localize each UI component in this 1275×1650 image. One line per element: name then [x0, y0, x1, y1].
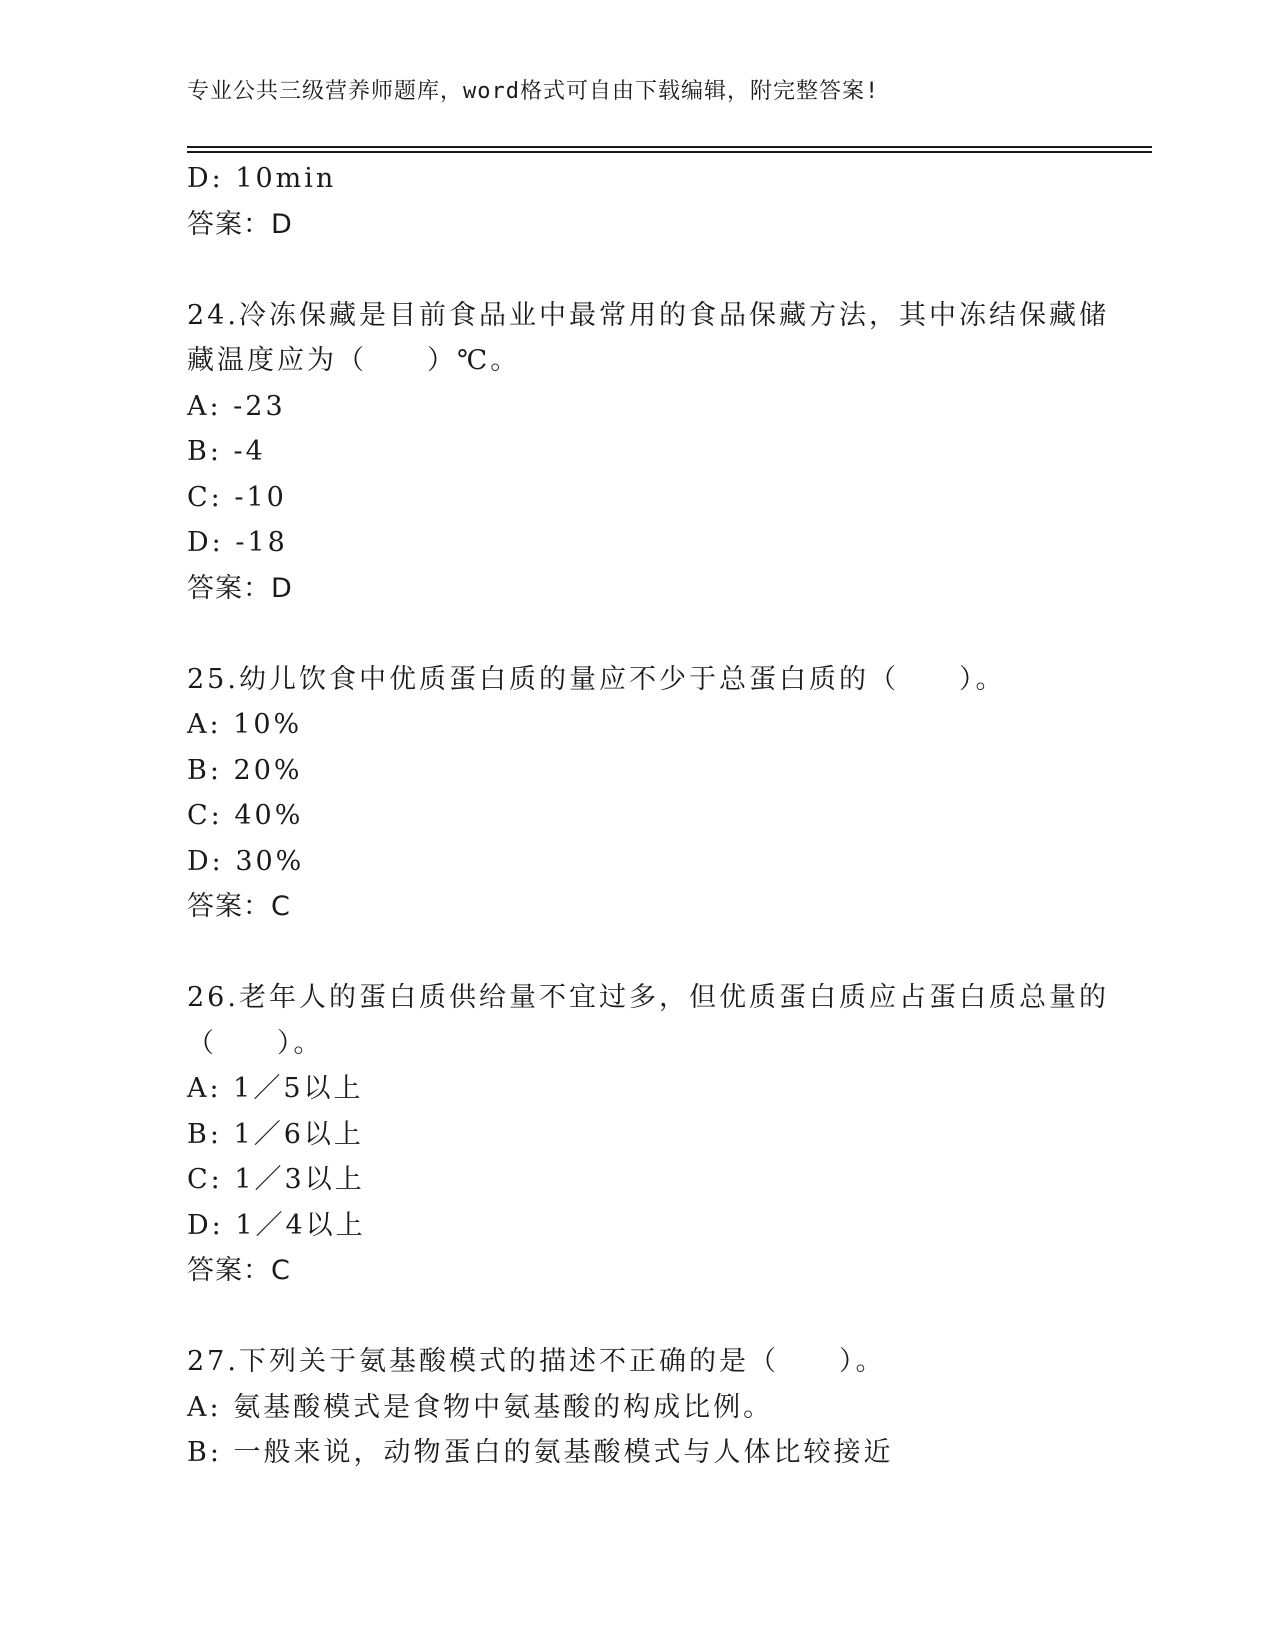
prev-option-d: D: 10min: [187, 163, 337, 194]
header-rule-top: [187, 146, 1152, 148]
page-header: 专业公共三级营养师题库，word格式可自由下载编辑，附完整答案!: [187, 79, 880, 104]
q25-option-b: B: 20%: [187, 754, 303, 786]
q26-stem-line2: （ ）。: [187, 1027, 324, 1059]
q24-option-d: D: -18: [187, 527, 288, 558]
q24-option-c: C: -10: [187, 481, 287, 513]
question-content: [187, 156, 1109, 1476]
spacer: [187, 611, 1087, 657]
q25-option-a: A: 10%: [187, 709, 303, 740]
q26-option-a: A: 1／5以上: [187, 1073, 364, 1104]
q24-option-b: B: -4: [187, 436, 266, 467]
q25-option-d: D: 30%: [187, 845, 305, 877]
spacer: [187, 1294, 1087, 1340]
q25-stem-line1: 25.幼儿饮食中优质蛋白质的量应不少于总蛋白质的（ ）。: [187, 663, 1006, 695]
q27-option-b: B: 一般来说，动物蛋白的氨基酸模式与人体比较接近: [187, 1437, 894, 1468]
q25-option-c: C: 40%: [187, 800, 304, 831]
q24-answer: 答案：D: [187, 572, 293, 604]
q27-option-a: A: 氨基酸模式是食物中氨基酸的构成比例。: [187, 1391, 774, 1423]
header-rule-bottom: [187, 151, 1152, 153]
q26-stem-line1: 26.老年人的蛋白质供给量不宜过多，但优质蛋白质应占蛋白质总量的: [187, 982, 1109, 1013]
q26-answer: 答案：C: [187, 1255, 291, 1286]
q25-answer: 答案：C: [187, 891, 291, 922]
spacer: [187, 930, 1087, 976]
q26-option-d: D: 1／4以上: [187, 1209, 366, 1241]
q24-stem-line2: 藏温度应为（ ）℃。: [187, 345, 521, 376]
q27-stem-line1: 27.下列关于氨基酸模式的描述不正确的是（ ）。: [187, 1346, 886, 1377]
q26-option-b: B: 1／6以上: [187, 1118, 364, 1150]
spacer: [187, 247, 1087, 293]
q24-option-a: A: -23: [187, 390, 286, 422]
q24-stem-line1: 24.冷冻保藏是目前食品业中最常用的食品保藏方法，其中冻结保藏储: [187, 299, 1109, 331]
prev-answer: 答案：D: [187, 208, 293, 240]
q26-option-c: C: 1／3以上: [187, 1164, 365, 1195]
